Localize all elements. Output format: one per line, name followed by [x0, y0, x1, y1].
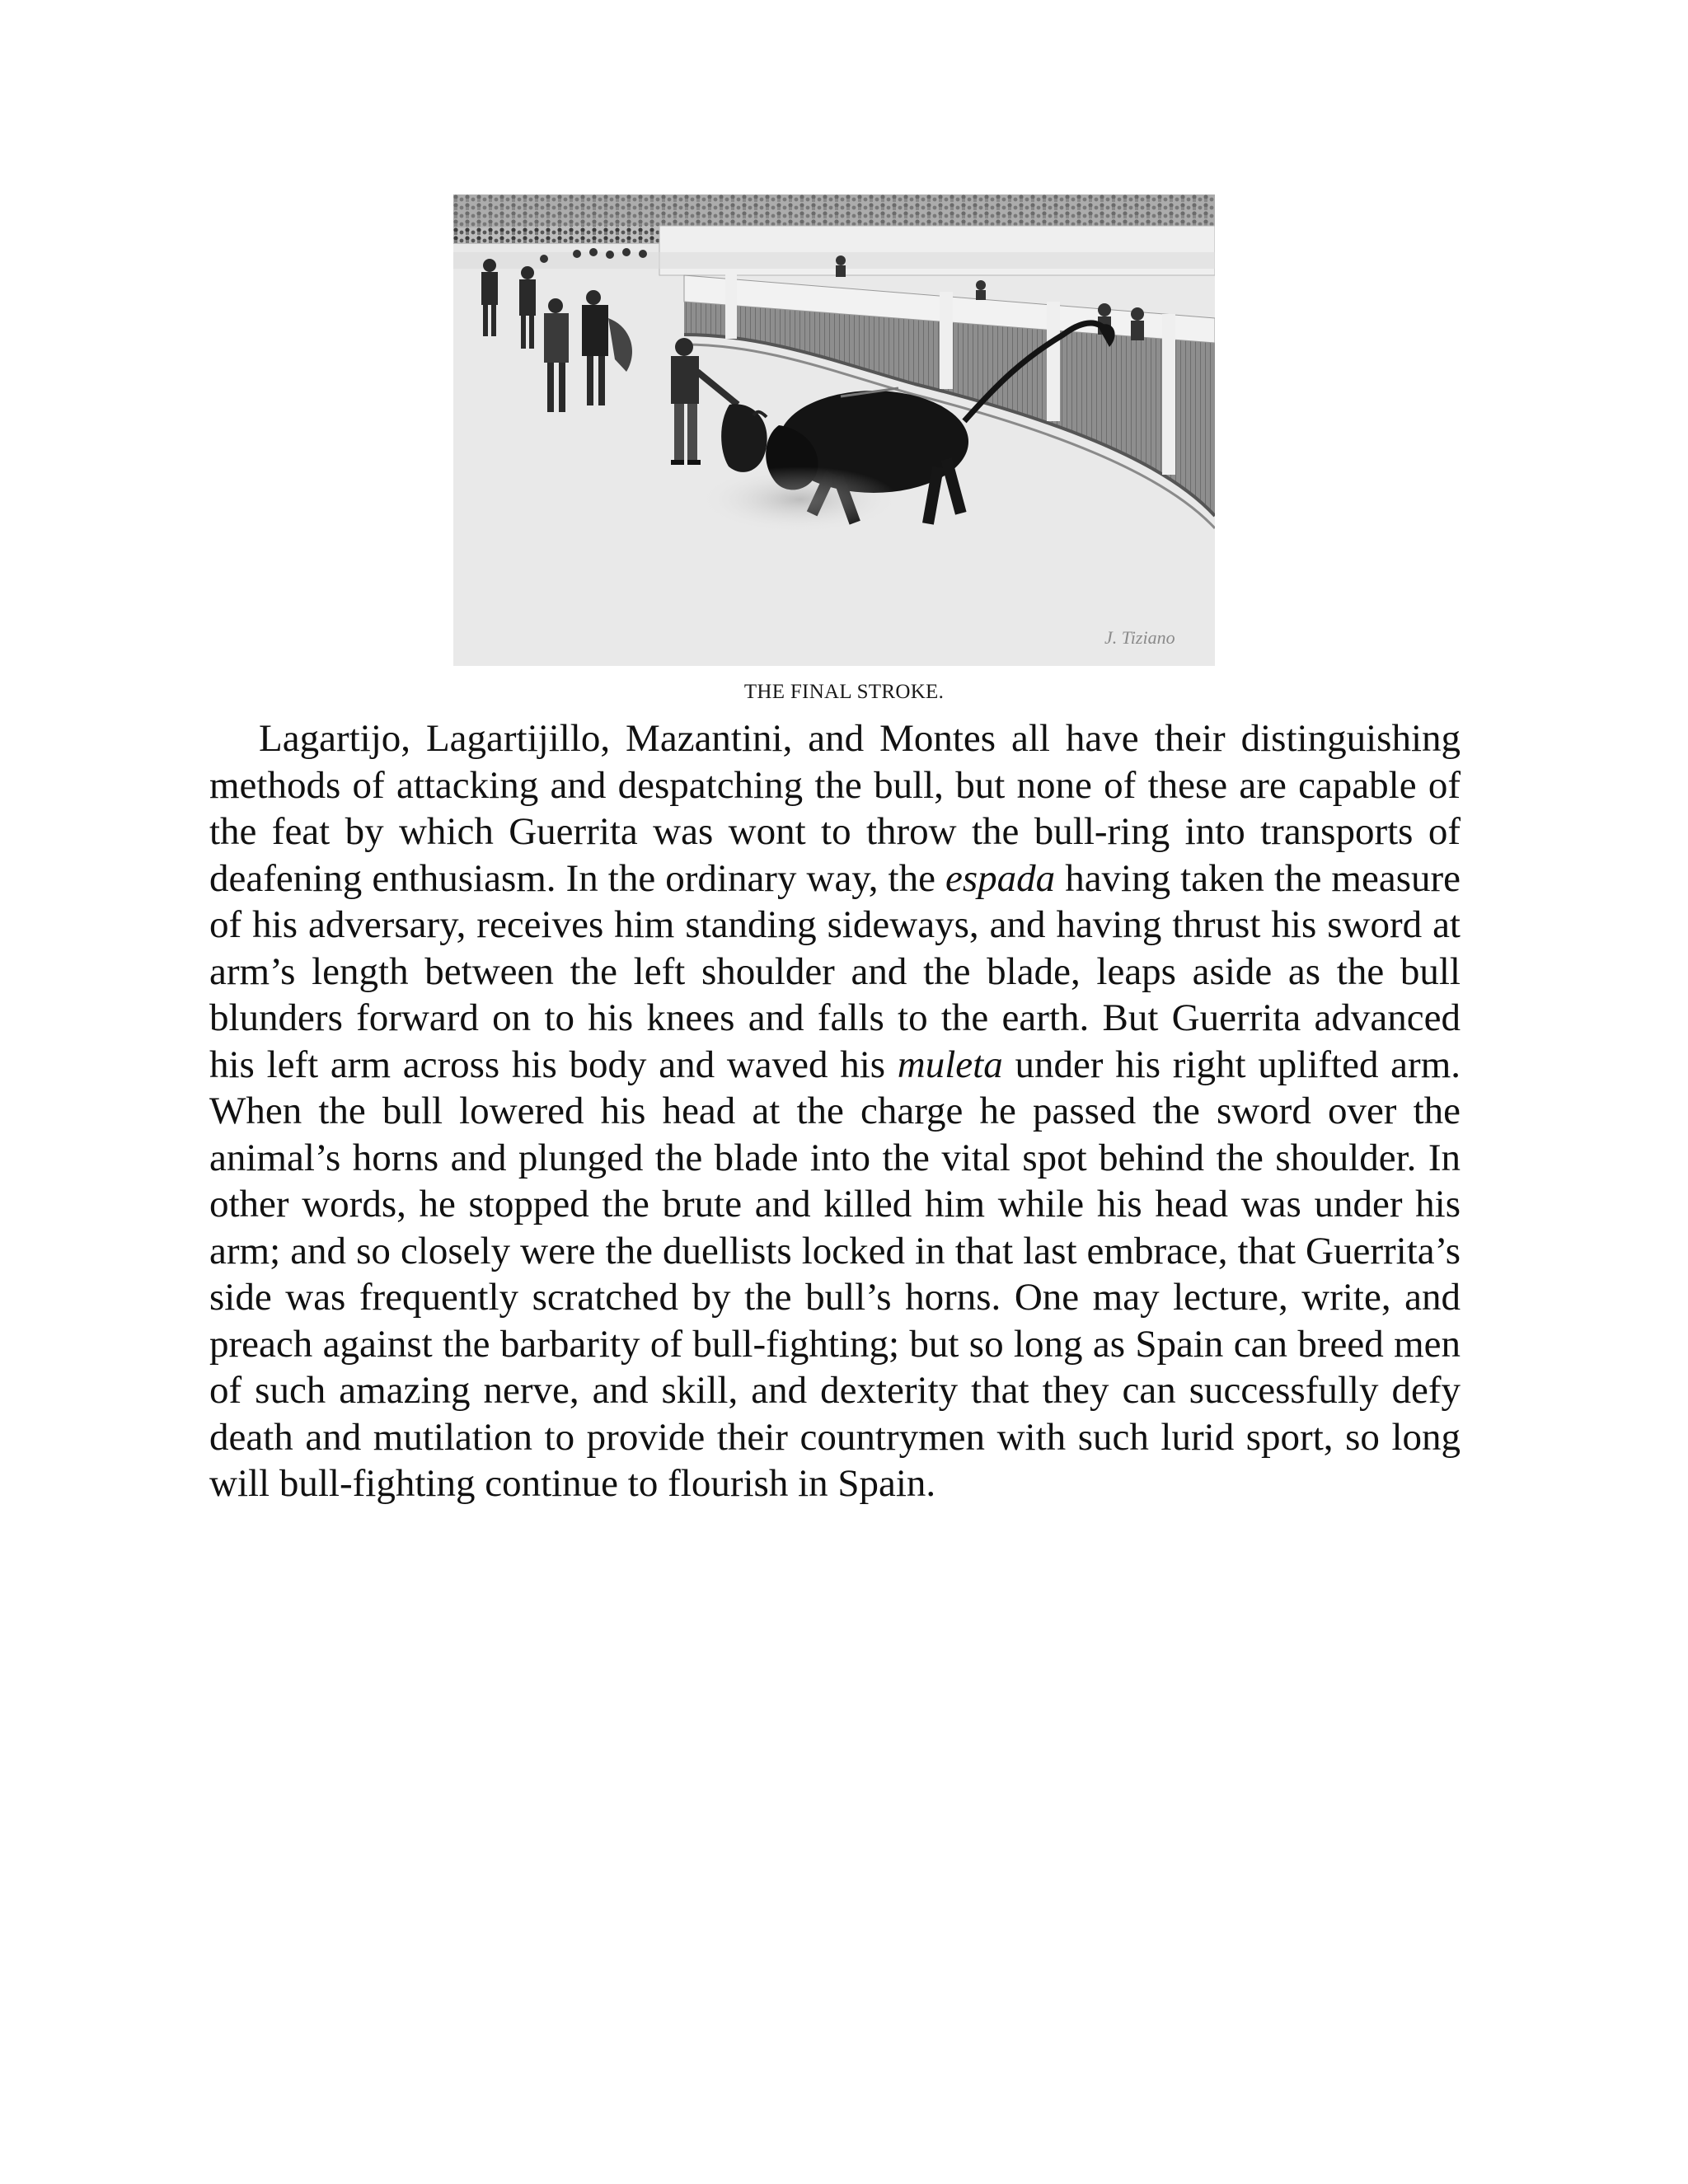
text-segment: Lagartijo, Lagartijillo, Mazantini, and Montes all have their distinguishing methods of attacking and despatching the bull, but none of these are capable of the feat by which Guerrita was wont to throw the bull-ring into transports of deafening enthusiasm. In the ordinary way, the: [209, 717, 1461, 900]
bullfight-engraving: [453, 194, 1215, 666]
paragraph: [209, 715, 1461, 1507]
italic-term-muleta: muleta: [897, 1043, 1003, 1086]
svg-text:J. Tiziano: J. Tiziano: [1104, 627, 1175, 648]
figure-caption: THE FINAL STROKE.: [743, 681, 945, 703]
italic-term-espada: espada: [945, 856, 1056, 900]
text-segment: under his right uplifted arm. When the bull lowered his head at the charge he passed the sword over the animal’s horns and plunged the blade into the vital spot behind the shoulder. In other words, he stopped the brute and killed him while his head was under his arm; and so closely were the duellists locked in that last embrace, that Guerrita’s side was frequently scratched by the bull’s horns. One may lecture, write, and preach against the barbarity of bull-fighting; but so long as Spain can breed men of such amazing nerve, and skill, and dexterity that they can successfully defy death and mutilation to provide their countrymen with such lurid sport, so long will bull-fighting continue to flourish in Spain.: [209, 1043, 1461, 1505]
bullfight-illustration: [453, 194, 1215, 666]
article-body: [209, 715, 1461, 1507]
text-segment: having taken the measure of his adversary, receives him standing sideways, and having thrust his sword at arm’s length between the left shoulder and the blade, leaps aside as the bull blunders forward on to his knees and falls to the earth. But Guerrita advanced his left arm across his body and waved his: [209, 856, 1461, 1086]
